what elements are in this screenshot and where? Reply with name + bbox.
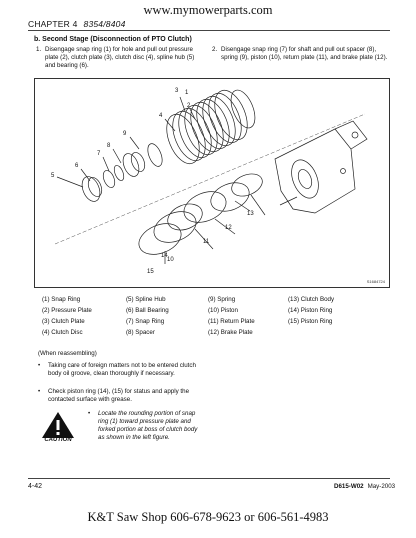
model-label: 8354/8404 xyxy=(83,19,126,29)
legend-item: (12) Brake Plate xyxy=(208,329,253,336)
callout-7: 7 xyxy=(97,151,101,157)
caution-icon xyxy=(40,410,76,440)
legend-item: (8) Spacer xyxy=(126,329,155,336)
figure-code: S1684724 xyxy=(366,279,385,284)
step-2 xyxy=(212,46,388,76)
document-id xyxy=(334,483,395,490)
reassembly-bullet-1 xyxy=(38,362,200,388)
step-1 xyxy=(36,46,206,76)
legend-item: (5) Spline Hub xyxy=(126,296,166,303)
legend-item: (7) Snap Ring xyxy=(126,318,165,325)
callout-12: 12 xyxy=(225,225,232,231)
callout-15: 15 xyxy=(147,269,154,275)
chapter-label: CHAPTER 4 xyxy=(28,19,78,29)
callout-10: 10 xyxy=(167,257,174,263)
callout-8: 8 xyxy=(107,143,111,149)
legend-item: (10) Piston xyxy=(208,307,238,314)
caution-text: Locate the rounding portion of snap ring (1) toward pressure plate and forked portion at boss of clutch body as shown in the left figure. xyxy=(98,410,198,441)
section-title: b. Second Stage (Disconnection of PTO Clutch) xyxy=(34,36,192,43)
doc-date: May-2003 xyxy=(367,483,396,490)
step-number: 2. xyxy=(212,46,218,53)
reassembly-bullet-2 xyxy=(38,388,200,406)
legend-item: (11) Return Plate xyxy=(208,318,255,325)
callout-4: 4 xyxy=(159,113,163,119)
caution-note xyxy=(88,410,198,450)
callout-9: 9 xyxy=(123,131,127,137)
legend-item: (2) Pressure Plate xyxy=(42,307,92,314)
callout-3: 3 xyxy=(175,88,179,94)
doc-code: D615-W02 xyxy=(334,483,364,490)
callout-6: 6 xyxy=(75,163,79,169)
bullet-dot: • xyxy=(88,410,91,417)
legend-item: (13) Clutch Body xyxy=(288,296,335,303)
callout-11: 11 xyxy=(203,239,210,245)
bullet-dot: • xyxy=(38,362,41,369)
legend-item: (1) Snap Ring xyxy=(42,296,81,303)
callout-5: 5 xyxy=(51,173,55,179)
legend-item: (3) Clutch Plate xyxy=(42,318,85,325)
footer-rule xyxy=(28,478,390,479)
reassembly-heading: (When reassembling) xyxy=(38,350,97,357)
legend-item: (9) Spring xyxy=(208,296,236,303)
step-number: 1. xyxy=(36,46,42,53)
callout-14: 14 xyxy=(161,253,168,259)
shop-contact: K&T Saw Shop 606-678-9623 or 606-561-4983 xyxy=(87,510,329,524)
exploded-view-figure xyxy=(34,78,390,288)
legend-item: (6) Ball Bearing xyxy=(126,307,169,314)
step-text: Disengage snap ring (1) for hole and pull out pressure plate (2), clutch plate (3), clutch disc (4), spline hub (5) and bearing (6). xyxy=(45,46,195,69)
callout-1: 1 xyxy=(185,90,189,96)
exploded-view-drawing xyxy=(35,79,391,289)
chapter-header xyxy=(28,19,126,29)
caution-label: CAUTION xyxy=(44,437,72,443)
bullet-text: Check piston ring (14), (15) for status and apply the contacted surface with grease. xyxy=(48,388,190,403)
legend-item: (4) Clutch Disc xyxy=(42,329,83,336)
website-url[interactable]: www.mymowerparts.com xyxy=(143,3,273,17)
bullet-text: Taking care of foreign matters not to be entered clutch body oil groove, clean thoroughly if necessary. xyxy=(48,362,196,377)
callout-2: 2 xyxy=(187,103,191,109)
step-text: Disengage snap ring (7) for shaft and pull out spacer (8), spring (9), piston (10), return plate (11), and brake plate (12). xyxy=(221,46,388,61)
bullet-dot: • xyxy=(38,388,41,395)
callout-13: 13 xyxy=(247,211,254,217)
page-number: 4-42 xyxy=(28,483,43,490)
legend-item: (15) Piston Ring xyxy=(288,318,333,325)
legend-item: (14) Piston Ring xyxy=(288,307,333,314)
header-rule xyxy=(28,30,390,31)
